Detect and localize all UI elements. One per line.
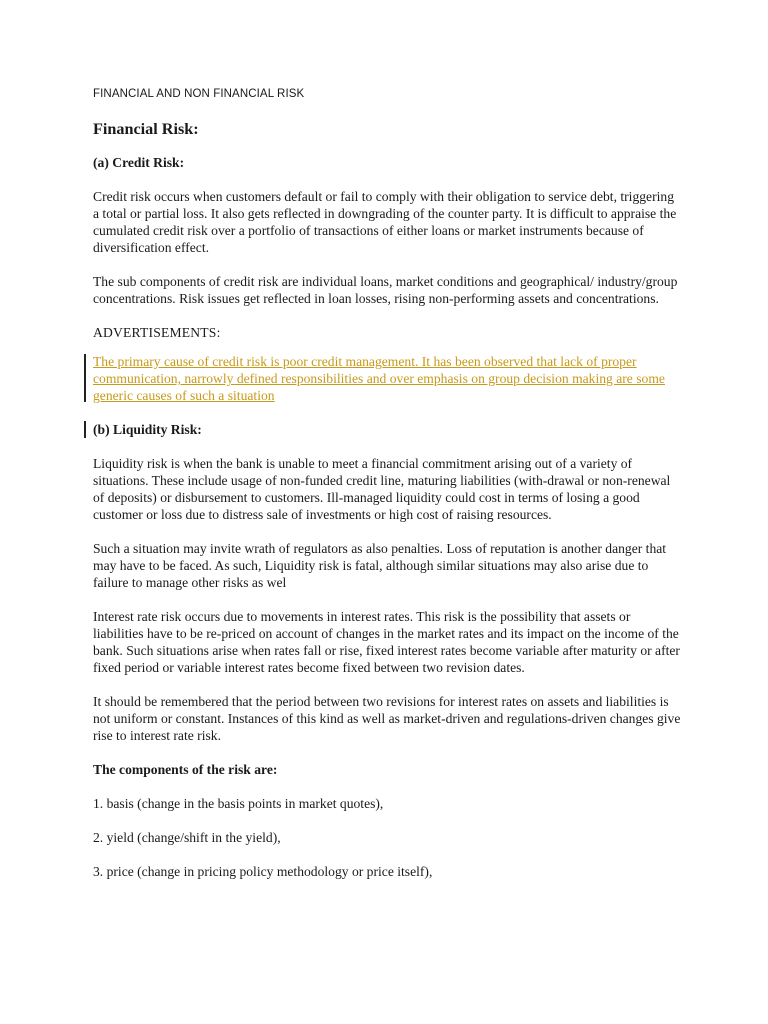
paragraph-interest-rate-revisions: It should be remembered that the period between two revisions for interest rates on assets and liabilities is not uniform or constant. Instances of this kind as well as market-driven and regulations-driven changes give rise to interest rate risk. xyxy=(93,694,681,743)
advertisement-block[interactable] xyxy=(93,353,683,404)
section-heading-financial-risk: Financial Risk: xyxy=(93,120,199,138)
paragraph-liquidity-risk-consequences: Such a situation may invite wrath of regulators as also penalties. Loss of reputation is another danger that may have to be faced. As such, Liquidity risk is fatal, although similar situations may also arise due to failure to manage other risks as wel xyxy=(93,541,667,590)
paragraph-liquidity-risk-definition: Liquidity risk is when the bank is unable to meet a financial commitment arising out of a variety of situations. These include usage of non-funded credit line, maturing liabilities (with-drawal or non-renewal of deposits) or disbursement to customers. Ill-managed liquidity could cost in terms of losing a good customer or loss due to distress sale of investments or high cost of raising resources. xyxy=(93,456,671,522)
change-bar-marker xyxy=(84,354,86,402)
text-cursor-marker xyxy=(84,421,86,438)
subheading-liquidity-risk-label: (b) Liquidity Risk: xyxy=(93,422,202,437)
list-item: 2. yield (change/shift in the yield), xyxy=(93,830,281,845)
components-heading: The components of the risk are: xyxy=(93,762,278,777)
subheading-credit-risk: (a) Credit Risk: xyxy=(93,155,185,170)
paragraph-credit-risk-definition: Credit risk occurs when customers default or fail to comply with their obligation to service debt, triggering a total or partial loss. It also gets reflected in downgrading of the counter party. It is difficult to appraise the cumulated credit risk over a portfolio of transactions of either loans or market instruments because of diversification effect. xyxy=(93,189,677,255)
paragraph-interest-rate-risk: Interest rate risk occurs due to movements in interest rates. This risk is the possibility that assets or liabilities have to be re-priced on account of changes in the market rates and its impact on the income of the bank. Such situations arise when rates fall or rise, fixed interest rates become variable after maturity or after fixed period or variable interest rates become fixed between two revision dates. xyxy=(93,609,680,675)
document-title: FINANCIAL AND NON FINANCIAL RISK xyxy=(93,88,305,100)
advertisement-link-text[interactable]: The primary cause of credit risk is poor credit management. It has been observed that lack of proper communication, narrowly defined responsibilities and over emphasis on group decision making are some generic causes of such a situation xyxy=(93,354,665,403)
list-item: 3. price (change in pricing policy methodology or price itself), xyxy=(93,864,433,879)
document-body xyxy=(93,86,683,897)
subheading-liquidity-risk xyxy=(93,421,683,438)
list-item: 1. basis (change in the basis points in market quotes), xyxy=(93,796,384,811)
paragraph-credit-risk-components: The sub components of credit risk are individual loans, market conditions and geographical/ industry/group concentrations. Risk issues get reflected in loan losses, rising non-performing assets and concentrations. xyxy=(93,274,678,306)
advertisements-label: ADVERTISEMENTS: xyxy=(93,325,221,340)
